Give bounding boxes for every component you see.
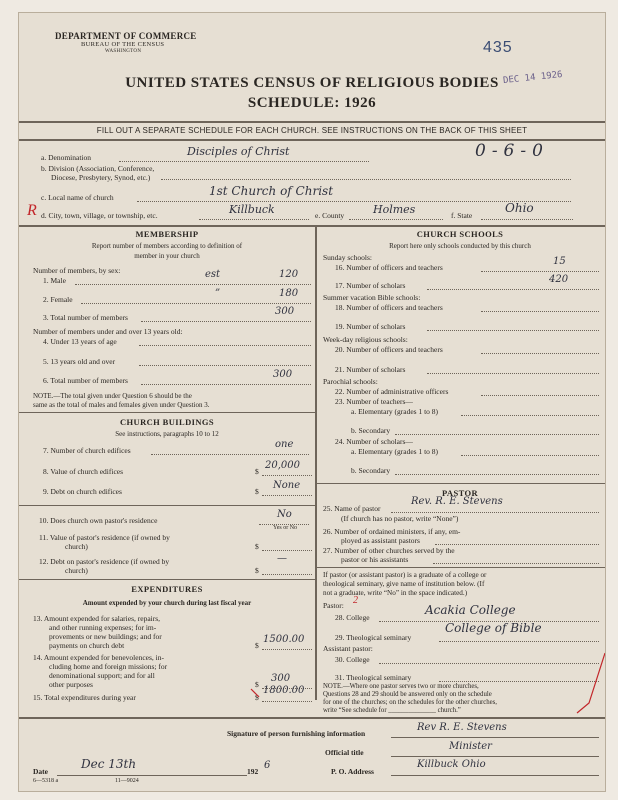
buildings-inner-rule — [19, 505, 315, 506]
official-title-label: Official title — [325, 748, 364, 757]
membership-heading: MEMBERSHIP — [135, 229, 199, 239]
owns-residence-hint: Yes or No — [273, 525, 298, 531]
membership-note-2: same as the total of males and females given under Question 3. — [33, 401, 210, 409]
official-title-value[interactable]: Minister — [449, 741, 492, 752]
parochial-teachers-label: 23. Number of teachers— — [335, 397, 413, 406]
total-members-age-value[interactable]: 300 — [273, 369, 293, 380]
division-line — [161, 179, 571, 180]
running-expenses-label: 13. Amount expended for salaries, repairs, — [33, 614, 161, 623]
state-value[interactable]: Ohio — [505, 201, 534, 215]
form-title: UNITED STATES CENSUS OF RELIGIOUS BODIES — [125, 75, 499, 91]
signature-line — [391, 737, 599, 738]
ordained-ministers-line — [435, 544, 599, 545]
graduate-intro-1: If pastor (or assistant pastor) is a graduate of a college or — [323, 571, 487, 579]
residence-value-label-2: church) — [65, 542, 88, 551]
other-churches-label: 27. Number of other churches served by the — [323, 546, 455, 555]
owns-residence-label: 10. Does church own pastor's residence — [39, 516, 158, 525]
total-expenditures-line — [262, 701, 312, 702]
city-label: WASHINGTON — [105, 49, 142, 54]
state-label: f. State — [451, 211, 473, 220]
running-expenses-value[interactable]: 1500.00 — [263, 634, 305, 645]
parochial-scholars-elem-label: a. Elementary (grades 1 to 8) — [351, 447, 439, 456]
residence-value-line — [262, 550, 312, 551]
assistant-college-line — [379, 663, 599, 664]
by-age-label: Number of members under and over 13 years old: — [33, 327, 183, 336]
schools-heading: CHURCH SCHOOLS — [416, 229, 504, 239]
other-churches-line — [433, 563, 599, 564]
parochial-scholars-sec-line — [395, 474, 599, 475]
benevolences-value[interactable]: 300 — [271, 673, 291, 684]
weekday-officers-label: 20. Number of officers and teachers — [335, 345, 443, 354]
buildings-sub: See instructions, paragraphs 10 to 12 — [115, 430, 219, 438]
pastor-college-value[interactable]: Acakia College — [425, 603, 516, 617]
under-13-label: 4. Under 13 years of age — [43, 337, 117, 346]
pastor-college-label: 28. College — [335, 613, 370, 622]
parochial-admin-label: 22. Number of administrative officers — [335, 387, 449, 396]
assistant-college-label: 30. College — [335, 655, 370, 664]
sunday-scholars-line — [427, 289, 599, 290]
total-members-line — [141, 321, 311, 322]
denomination-code: 0-6-0 — [475, 141, 549, 161]
parochial-teachers-sec-line — [395, 434, 599, 435]
pastor-mark: 2 — [353, 595, 358, 606]
pastor-note-4: write “See schedule for ______________ church.” — [323, 707, 461, 714]
summer-scholars-label: 19. Number of scholars — [335, 322, 406, 331]
parochial-teachers-elem-label: a. Elementary (grades 1 to 8) — [351, 407, 439, 416]
pastor-name-hint: (If church has no pastor, write “None”) — [341, 514, 459, 523]
schedule-title: SCHEDULE: 1926 — [247, 95, 377, 111]
residence-value-label: 11. Value of pastor's residence (if owned by — [39, 533, 170, 542]
city-line — [199, 219, 309, 220]
sunday-officers-line — [481, 271, 599, 272]
official-title-line — [391, 756, 599, 757]
residence-debt-dollar: $ — [255, 566, 259, 575]
date-label: Date — [33, 767, 48, 776]
membership-sub-1: Report number of members according to definition of — [91, 242, 243, 250]
running-expenses-label-2: and other running expenses; for im- — [49, 623, 157, 632]
pastor-sub-label: Pastor: — [323, 601, 344, 610]
date-line — [57, 775, 247, 776]
running-expenses-label-4: payments on church debt — [49, 641, 125, 650]
benevolences-label-2: cluding home and foreign missions; for — [49, 662, 168, 671]
signature-value[interactable]: Rev R. E. Stevens — [417, 722, 507, 733]
over-13-line — [139, 365, 311, 366]
running-expenses-line — [262, 649, 312, 650]
assistant-seminary-label: 31. Theological seminary — [335, 673, 412, 682]
male-value[interactable]: 120 — [279, 269, 299, 280]
sunday-scholars-label: 17. Number of scholars — [335, 281, 406, 290]
weekday-officers-line — [481, 353, 599, 354]
edifices-debt-line — [262, 495, 312, 496]
total-expenditures-dollar: $ — [255, 693, 259, 702]
ordained-ministers-label: 26. Number of ordained ministers, if any, em- — [323, 527, 461, 536]
edifices-count-line — [151, 454, 309, 455]
running-expenses-label-3: provements or new buildings; and for — [49, 632, 162, 641]
denomination-line — [119, 161, 369, 162]
edifices-value-label: 8. Value of church edifices — [43, 467, 124, 476]
owns-residence-value[interactable]: No — [277, 509, 292, 520]
parochial-scholars-label: 24. Number of scholars— — [335, 437, 413, 446]
buildings-rule — [19, 579, 315, 580]
department-label: DEPARTMENT OF COMMERCE — [55, 31, 197, 41]
male-line — [75, 284, 311, 285]
total-members-age-label: 6. Total number of members — [43, 376, 128, 385]
total-members-age-line — [141, 384, 311, 385]
graduate-intro-3: not a graduate, write “No” in the space indicated.) — [323, 589, 468, 597]
edifices-count-value[interactable]: one — [275, 439, 294, 450]
church-name-label: c. Local name of church — [41, 193, 114, 202]
denomination-value[interactable]: Disciples of Christ — [187, 145, 290, 158]
membership-sub-2: member in your church — [134, 252, 200, 260]
total-members-value[interactable]: 300 — [275, 306, 295, 317]
instruction-line: FILL OUT A SEPARATE SCHEDULE FOR EACH CHURCH. SEE INSTRUCTIONS ON THE BACK OF THIS SHEET — [96, 126, 528, 135]
residence-debt-label: 12. Debt on pastor's residence (if owned by — [39, 557, 170, 566]
edifices-value-value[interactable]: 20,000 — [265, 460, 300, 471]
parochial-scholars-sec-label: b. Secondary — [351, 466, 391, 475]
received-stamp: DEC 14 1926 — [502, 69, 563, 87]
pastor-seminary-label: 29. Theological seminary — [335, 633, 412, 642]
summer-scholars-line — [427, 330, 599, 331]
print-code-1: 6—5318 a — [33, 778, 59, 784]
under-13-line — [139, 345, 311, 346]
bureau-label: BUREAU OF THE CENSUS — [81, 41, 165, 48]
address-line — [391, 775, 599, 776]
footer-rule — [19, 717, 605, 719]
expenditures-heading: EXPENDITURES — [131, 584, 203, 594]
benevolences-label-3: denominational support; and for all — [49, 671, 155, 680]
county-value[interactable]: Holmes — [373, 203, 416, 216]
pastor-heading: PASTOR — [441, 488, 479, 498]
pastor-seminary-value[interactable]: College of Bible — [445, 621, 542, 635]
county-label: e. County — [315, 211, 345, 220]
ordained-ministers-label-2: ployed as assistant pastors — [341, 536, 420, 545]
church-name-value[interactable]: 1st Church of Christ — [209, 184, 334, 198]
edifices-debt-value[interactable]: None — [273, 480, 301, 491]
edifices-debt-dollar: $ — [255, 487, 259, 496]
female-value[interactable]: 180 — [279, 288, 299, 299]
denomination-label: a. Denomination — [41, 153, 91, 162]
benevolences-label-4: other purposes — [49, 680, 93, 689]
total-members-label: 3. Total number of members — [43, 313, 128, 322]
form-number: 435 — [483, 39, 513, 56]
assistant-seminary-line — [439, 681, 599, 682]
top-rule — [19, 121, 605, 123]
print-code-2: 11—9024 — [115, 778, 139, 784]
division-label: b. Division (Association, Conference, — [41, 164, 155, 173]
expenditures-sub: Amount expended by your church during last fiscal year — [82, 599, 252, 607]
pastor-name-value[interactable]: Rev. R. E. Stevens — [411, 496, 503, 507]
parochial-schools-label: Parochial schools: — [323, 377, 378, 386]
parochial-teachers-sec-label: b. Secondary — [351, 426, 391, 435]
pastor-name-line — [391, 512, 599, 513]
year-digit[interactable]: 6 — [264, 760, 271, 771]
city-value[interactable]: Killbuck — [229, 203, 275, 216]
running-expenses-dollar: $ — [255, 641, 259, 650]
city-label-field: d. City, town, village, or township, etc. — [41, 211, 158, 220]
signature-label: Signature of person furnishing information — [227, 729, 366, 738]
female-note: ” — [215, 288, 221, 299]
by-sex-label: Number of members, by sex: — [33, 266, 121, 275]
total-expenditures-label: 15. Total expenditures during year — [33, 693, 136, 702]
edifices-value-dollar: $ — [255, 467, 259, 476]
over-13-label: 5. 13 years old and over — [43, 357, 116, 366]
column-divider — [315, 225, 317, 700]
membership-note-1: NOTE.—The total given under Question 6 should be the — [33, 392, 192, 400]
edifices-count-label: 7. Number of church edifices — [43, 446, 131, 455]
weekday-scholars-line — [427, 373, 599, 374]
sunday-schools-label: Sunday schools: — [323, 253, 372, 262]
male-label: 1. Male — [43, 276, 66, 285]
pastor-note-1: NOTE.—Where one pastor serves two or more churches, — [323, 683, 479, 690]
benevolences-label: 14. Amount expended for benevolences, in- — [33, 653, 165, 662]
other-churches-label-2: pastor or his assistants — [341, 555, 409, 564]
residence-debt-value[interactable]: — — [277, 553, 287, 564]
female-label: 2. Female — [43, 295, 73, 304]
edifices-debt-label: 9. Debt on church edifices — [43, 487, 122, 496]
sunday-officers-label: 16. Number of officers and teachers — [335, 263, 443, 272]
pastor-inner-rule — [315, 567, 605, 568]
residence-value-dollar: $ — [255, 542, 259, 551]
weekday-scholars-label: 21. Number of scholars — [335, 365, 406, 374]
pastor-seminary-line — [439, 641, 599, 642]
sunday-scholars-value[interactable]: 420 — [549, 274, 569, 285]
summer-officers-line — [481, 311, 599, 312]
date-value[interactable]: Dec 13th — [81, 757, 137, 771]
weekday-schools-label: Week-day religious schools: — [323, 335, 408, 344]
summer-schools-label: Summer vacation Bible schools: — [323, 293, 421, 302]
address-value[interactable]: Killbuck Ohio — [417, 759, 486, 770]
graduate-intro-2: theological seminary, give name of institution below. (If — [323, 580, 485, 588]
pastor-name-label: 25. Name of pastor — [323, 504, 381, 513]
residence-debt-line — [262, 574, 312, 575]
female-line — [81, 303, 311, 304]
total-expenditures-value[interactable]: 1800.00 — [263, 685, 305, 696]
summer-officers-label: 18. Number of officers and teachers — [335, 303, 443, 312]
benevolences-dollar: $ — [255, 680, 259, 689]
buildings-heading: CHURCH BUILDINGS — [119, 417, 214, 427]
residence-debt-label-2: church) — [65, 566, 88, 575]
county-line — [349, 219, 443, 220]
pastor-note-3: for one of the churches; on the schedules for the other churches, — [323, 699, 498, 706]
assistant-pastor-label: Assistant pastor: — [323, 644, 373, 653]
census-schedule-sheet — [18, 12, 606, 792]
address-label: P. O. Address — [331, 767, 374, 776]
division-label-2: Diocese, Presbytery, Synod, etc.) — [51, 173, 151, 182]
pastor-note-2: Questions 28 and 29 should be answered only on the schedule — [323, 691, 492, 698]
r-mark: R — [27, 202, 37, 219]
parochial-scholars-elem-line — [461, 455, 599, 456]
schools-sub: Report here only schools conducted by this church — [389, 242, 531, 250]
membership-rule — [19, 412, 315, 413]
identity-rule — [19, 225, 605, 227]
parochial-admin-line — [481, 395, 599, 396]
male-note: est — [205, 269, 221, 280]
parochial-teachers-elem-line — [461, 415, 599, 416]
edifices-value-line — [262, 475, 312, 476]
schools-rule — [315, 483, 605, 484]
state-line — [481, 219, 573, 220]
sunday-officers-value[interactable]: 15 — [553, 256, 566, 267]
year-label: 192 — [247, 767, 259, 776]
